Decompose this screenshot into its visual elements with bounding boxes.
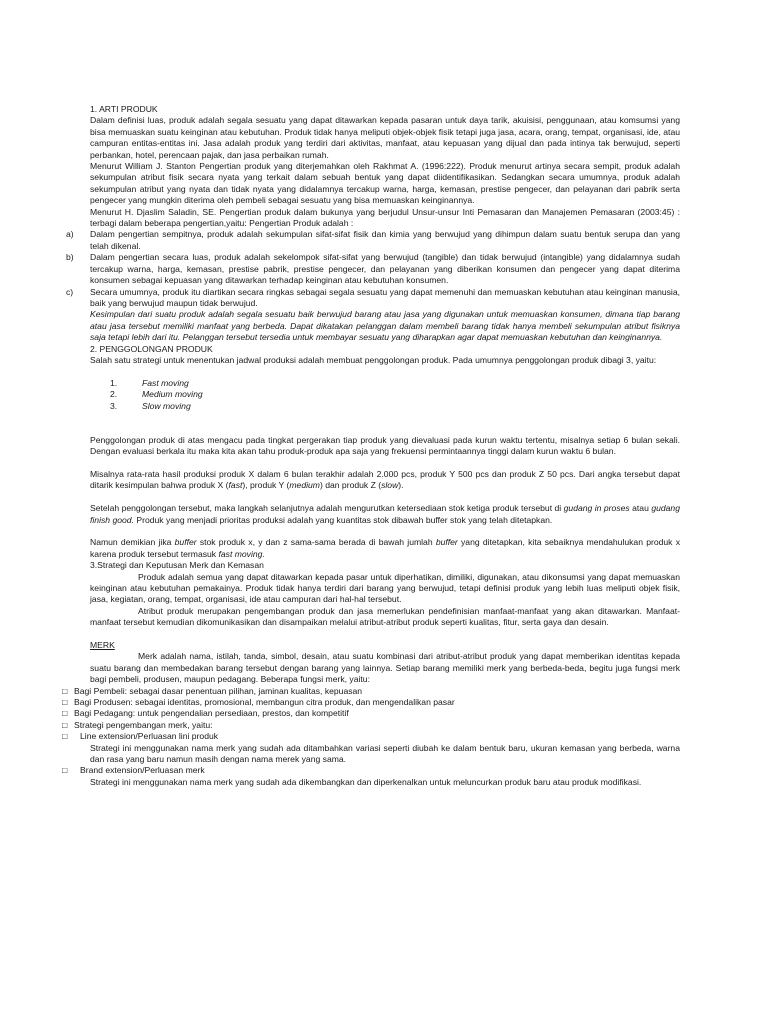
- paragraph-kesimpulan: Kesimpulan dari suatu produk adalah segala sesuatu baik berwujud barang atau jasa yang digunakan untuk memuaskan konsumen, dimana tiap barang atau jasa tersebut memiliki manfaat yang berbeda. Dapat dikatakan pelanggan dalam membeli barang tidak hanya membeli sekumpulan atribut fisiknya saja tetapi lebih dari itu. Pelanggan tersebut tersedia untuk membayar sesuatu yang diharapkan agar dapat memuaskan kebutuhan dan keinginannya.: [90, 309, 680, 343]
- text-run-italic: buffer: [435, 537, 458, 548]
- list-item-text: Medium moving: [142, 389, 203, 400]
- text-run: yang ditetapkan, kita sebaiknya mendahulukan produk x karena produk tersebut termasuk: [90, 537, 680, 559]
- text-run-italic: fast: [228, 480, 243, 491]
- strategy-title: Line extension/Perluasan lini produk: [80, 731, 219, 742]
- section-heading-merk: MERK: [90, 639, 115, 650]
- list-item-text: Fast moving: [142, 377, 189, 388]
- strategy-description: Strategi ini menggunakan nama merk yang sudah ada dikembangkan dan diperkenalkan untuk meluncurkan produk baru atau produk modifikasi.: [90, 776, 642, 787]
- section-heading-strategi-merk: 3.Strategi dan Keputusan Merk dan Kemasan: [90, 560, 264, 571]
- text-run-italic: slow: [381, 480, 399, 491]
- text-run: atau: [629, 503, 652, 514]
- list-item: [62, 252, 680, 286]
- list-item: [62, 686, 680, 697]
- checkbox-glyph-icon: □: [62, 708, 68, 719]
- list-item: [62, 731, 680, 742]
- checkbox-glyph-icon: □: [62, 719, 68, 730]
- text-run: stok produk x, y dan z sama-sama berada di bawah jumlah: [196, 537, 436, 548]
- text-run: ), produk Y (: [242, 480, 290, 491]
- paragraph-penggolongan-evaluasi: Penggolongan produk di atas mengacu pada tingkat pergerakan tiap produk yang dievaluasi pada kurun waktu tertentu, misalnya setiap 6 bulan sekali. Dengan evaluasi berkala itu maka kita akan tahu produk-produk apa saja yang frekuensi permintaannya tinggi dalam kurun waktu 6 bulan.: [90, 434, 680, 457]
- list-item: [62, 708, 680, 719]
- list-item: [62, 765, 680, 776]
- paragraph-urutan-stok: [62, 503, 680, 526]
- list-item: [62, 697, 680, 708]
- paragraph-produk-definisi: Produk adalah semua yang dapat ditawarkan kepada pasar untuk diperhatikan, dimiliki, digunakan, atau dikonsumsi yang dapat memuaskan keinginan atau kebutuhan pemakainya. Produk tidak hanya terdiri dari barang yang berwujud, tetapi definisi produk yang lebih luas meliputi objek fisik, jasa, kegiatan, orang, tempat, organisasi, ide atau campuran dari hal-hal tersebut.: [90, 571, 680, 605]
- text-run-italic: medium: [289, 480, 320, 491]
- checkbox-glyph-icon: □: [62, 765, 68, 776]
- list-marker: a): [66, 229, 74, 240]
- list-item: [62, 229, 680, 252]
- list-item-text: Dalam pengertian secara luas, produk adalah sekelompok sifat-sifat yang berwujud (tangible) dan tidak berwujud (intangible) yang didalamnya sudah tercakup warna, harga, kemasan, prestise pabrik, prestise pengecer, dan pelayanan yang diberikan konsumen dan pengecer yang dapat diterima konsumen sebagai kepuasan yang ditawarkan terhadap keinginan atau kebutuhan konsumen.: [90, 252, 680, 286]
- list-item: [62, 401, 680, 412]
- list-item-text: Strategi pengembangan merk, yaitu:: [74, 719, 213, 730]
- list-item-text: Bagi Produsen: sebagai identitas, promosional, membangun citra produk, dan mengendalikan pasar: [74, 697, 455, 708]
- text-run: Setelah penggolongan tersebut, maka langkah selanjutnya adalah mengurutkan ketersediaan stok ketiga produk tersebut di: [90, 503, 564, 514]
- checkbox-glyph-icon: □: [62, 697, 68, 708]
- list-number: 3.: [110, 400, 118, 411]
- text-run: ).: [398, 480, 404, 491]
- list-item: [62, 720, 680, 731]
- paragraph-buffer-stok: [62, 537, 680, 560]
- list-item-text: Bagi Pembeli: sebagai dasar penentuan pilihan, jaminan kualitas, kepuasan: [74, 685, 363, 696]
- list-number: 1.: [110, 377, 118, 388]
- list-item: [62, 287, 680, 310]
- checkbox-glyph-icon: □: [62, 731, 68, 742]
- section-heading-penggolongan: 2. PENGGOLONGAN PRODUK: [90, 343, 213, 354]
- text-run-italic: gudang in proses: [563, 503, 630, 514]
- text-run-italic: fast moving.: [218, 548, 265, 559]
- list-item: [62, 389, 680, 400]
- list-marker: c): [66, 286, 74, 297]
- paragraph-penggolongan-intro: Salah satu strategi untuk menentukan jadwal produksi adalah membuat penggolongan produk. Pada umumnya penggolongan produk dibagi 3, yaitu:: [90, 354, 657, 365]
- text-run: ) dan produk Z (: [319, 480, 382, 491]
- paragraph-contoh-produk: [62, 469, 680, 492]
- list-item: [62, 378, 680, 389]
- section-heading-arti-produk: 1. ARTI PRODUK: [90, 104, 158, 114]
- list-item-text: Slow moving: [142, 400, 191, 411]
- list-number: 2.: [110, 389, 118, 400]
- strategy-description: Strategi ini menggunakan nama merk yang sudah ada ditambahkan variasi seperti diubah ke dalam bentuk baru, ukuran kemasan yang berbeda, warna dan rasa yang baru namun masih dengan nama merek yang sama.: [90, 742, 680, 765]
- paragraph-atribut-produk: Atribut produk merupakan pengembangan produk dan jasa memerlukan pendefinisian manfaat-manfaat yang akan ditawarkan. Manfaat-manfaat tersebut kemudian dikomunikasikan dan disampaikan melalui atribut-atribut produk seperti kualitas, fitur, serta gaya dan desain.: [90, 605, 680, 628]
- list-item-text: Bagi Pedagang: untuk pengendalian persediaan, prestos, dan kompetitif: [74, 708, 349, 719]
- text-run: Namun demikian jika: [90, 537, 175, 548]
- list-item-text: Dalam pengertian sempitnya, produk adalah sekumpulan sifat-sifat fisik dan kimia yang berwujud yang dihimpun dalam suatu bentuk serupa dan yang telah dikenal.: [90, 229, 680, 251]
- paragraph-definisi-luas: Dalam definisi luas, produk adalah segala sesuatu yang dapat ditawarkan kepada pasaran untuk daya tarik, akuisisi, penggunaan, atau komsumsi yang bisa memuaskan suatu keinginan atau kebutuhan. Produk tidak hanya meliputi objek-objek fisik tetapi juga jasa, acara, orang, tempat, organisasi, ide, atau campuran entitas-entitas ini. Jasa adalah produk yang terdiri dari aktivitas, manfaat, atau kepuasan yang dijual dan pada intinya tak berwujud, seperti perbankan, hotel, perencaan pajak, dan jasa perbaikan rumah.: [90, 115, 680, 160]
- strategy-title: Brand extension/Perluasan merk: [80, 765, 205, 776]
- list-marker: b): [66, 252, 74, 263]
- paragraph-merk-definisi: Merk adalah nama, istilah, tanda, simbol, desain, atau suatu kombinasi dari atribut-atribut produk yang dapat memberikan identitas kepada suatu barang dan membedakan barang tersebut dengan barang yang lainnya. Setiap barang memiliki merk yang berbeda-beda, begitu juga fungsi merk bagi pembeli, produsen, maupun pedagang. Beberapa fungsi merk, yaitu:: [90, 651, 680, 685]
- text-run: Produk yang menjadi prioritas produksi adalah yang kuantitas stok dibawah buffer stok yang telah ditetapkan.: [133, 514, 553, 525]
- document-body: [62, 104, 680, 788]
- text-run: Misalnya rata-rata hasil produksi produk X dalam 6 bulan terakhir adalah 2.000 pcs, produk Y 500 pcs dan produk Z 50 pcs. Dari angka tersebut dapat ditarik kesimpulan bahwa produk X (: [90, 468, 680, 491]
- text-run-italic: buffer: [174, 537, 197, 548]
- list-item-text: Secara umumnya, produk itu diartikan secara ringkas sebagai segala sesuatu yang dapat memenuhi dan memuaskan kebutuhan atau keinginan manusia, baik yang berwujud maupun tidak berwujud.: [90, 286, 680, 308]
- paragraph-saladin: Menurut H. Djaslim Saladin, SE. Pengertian produk dalam bukunya yang berjudul Unsur-unsur Inti Pemasaran dan Manajemen Pemasaran (2003:45) : terbagi dalam beberapa pengertian,yaitu: Pengertian Produk adalah :: [90, 206, 680, 229]
- paragraph-stanton: Menurut William J. Stanton Pengertian produk yang diterjemahkan oleh Rakhmat A. (1996:222). Produk menurut artinya secara sempit, produk adalah sekumpulan atribut fisik secara nyata yang terkait dalam sebuah bentuk yang dapat diidentifikasikan. Sedangkan secara umumnya, produk adalah sekumpulan atribut yang nyata dan tidak nyata yang didalamnya tercakup warna, harga, kemasan, prestise pengecer, dan pelayanan dari pabrik serta pengecer yang mungkin diterima oleh pembeli sebagai sesuatu yang bisa memuaskan keinginannya.: [90, 161, 680, 206]
- checkbox-glyph-icon: □: [62, 685, 68, 696]
- text-run-italic: gudang finish good.: [90, 503, 680, 525]
